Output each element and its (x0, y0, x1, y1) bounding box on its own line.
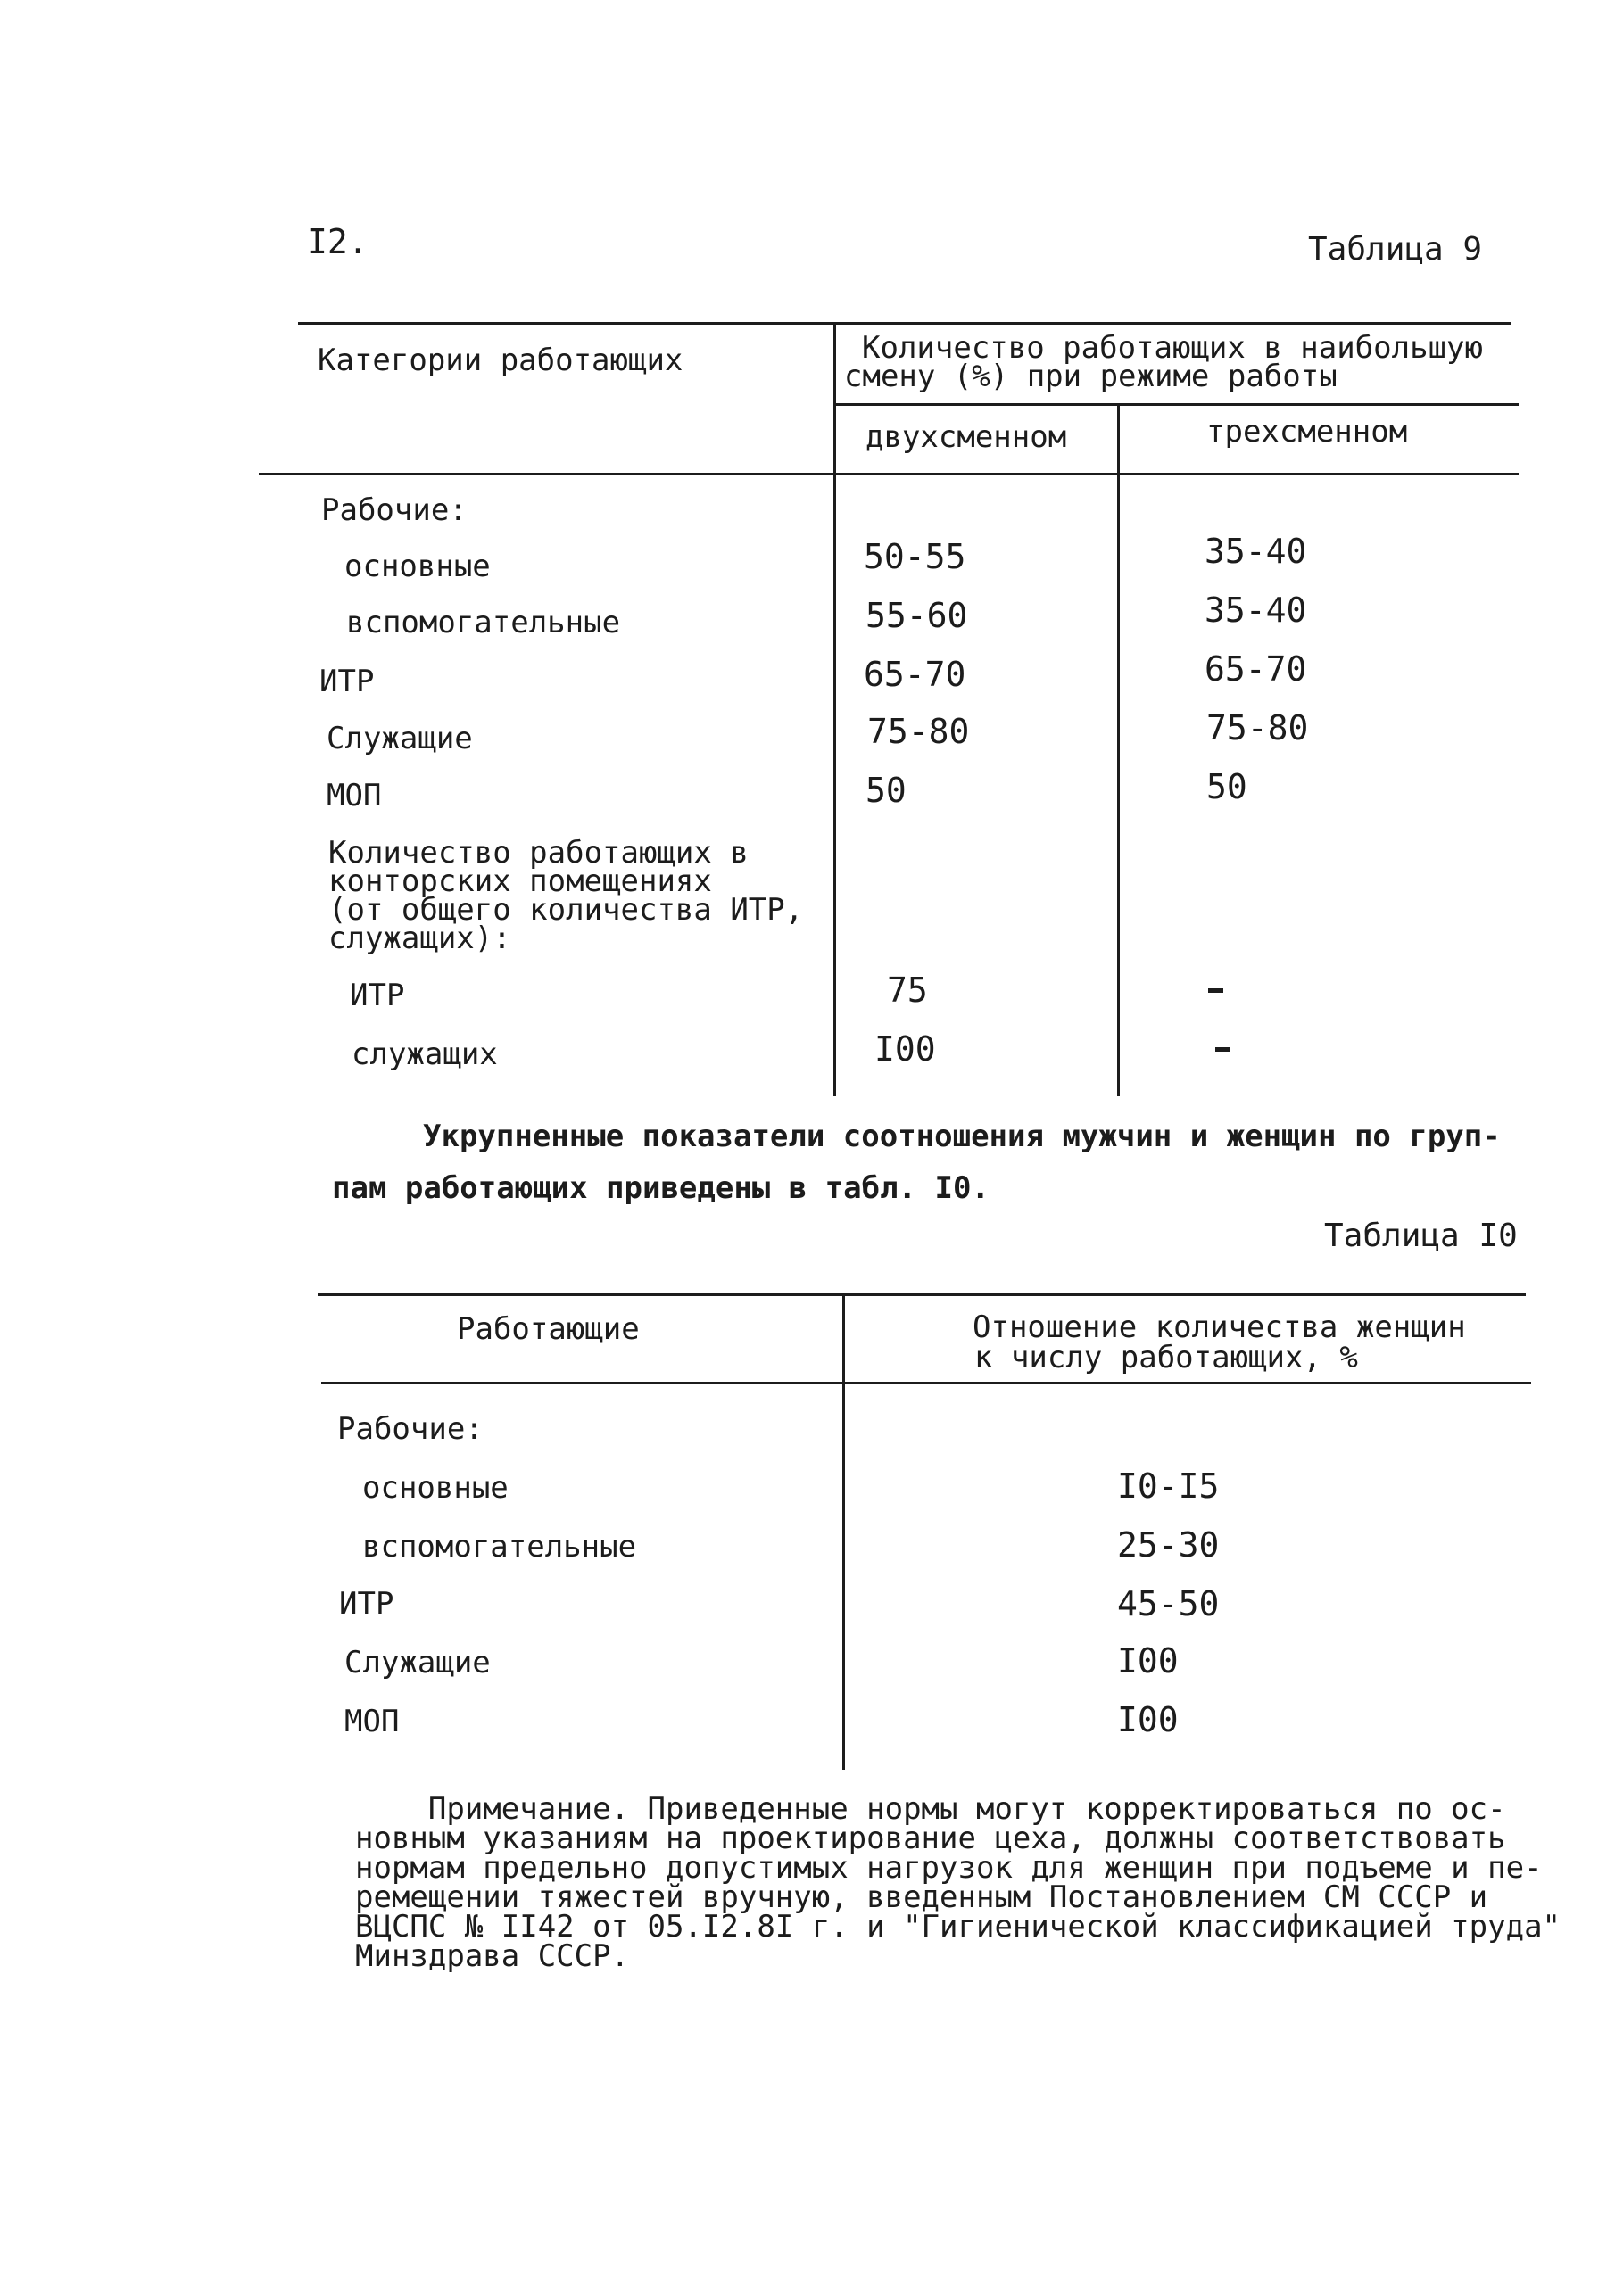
table10-row-label: Служащие (344, 1645, 491, 1681)
table9-cell-three-shift: 35-40 (1205, 591, 1307, 630)
table9-cell-two-shift: 75 (887, 970, 928, 1010)
table9-cell-three-shift: 35-40 (1205, 532, 1307, 571)
table9-cell-two-shift: 65-70 (864, 655, 966, 694)
table10-cell-value: I00 (1117, 1700, 1179, 1739)
note-line5: ВЦСПС № II42 от 05.I2.8I г. и "Гигиенической классификацией труда" (355, 1909, 1561, 1945)
table10-cell-value: I00 (1117, 1641, 1179, 1681)
table9-cell-two-shift: 50-55 (864, 537, 966, 576)
table9-cell-three-shift: 50 (1206, 767, 1247, 806)
table9-row-label: Служащие (327, 721, 473, 756)
table9-row-label: вспомогательные (346, 605, 621, 640)
table9-office-group-line4: служащих): (328, 921, 511, 956)
table9-top-rule (298, 322, 1511, 325)
table10-group-workers: Рабочие: (337, 1411, 484, 1447)
page-number: I2. (307, 222, 369, 261)
table10-row-label: ИТР (339, 1586, 394, 1622)
table9-cell-two-shift: 55-60 (865, 596, 968, 635)
table9-subheader-rule (833, 403, 1519, 406)
table10-row-label: вспомогательные (362, 1529, 637, 1565)
table9-office-group-line1: Количество работающих в (328, 835, 749, 871)
table9-dash-mark (1208, 988, 1223, 993)
table9-header-rule (259, 473, 1519, 475)
table9-header-quantity-line2: смену (%) при режиме работы (844, 359, 1338, 394)
table9-cell-two-shift: 50 (865, 771, 907, 810)
table10-cell-value: 25-30 (1117, 1525, 1220, 1565)
note-line1: Примечание. Приведенные нормы могут корректироваться по ос- (355, 1791, 1506, 1827)
table9-row-label: ИТР (350, 978, 405, 1013)
table10-header-ratio-line2: к числу работающих, % (974, 1340, 1358, 1375)
table9-dash-mark (1215, 1047, 1230, 1052)
table9-group-workers: Рабочие: (321, 492, 468, 528)
table9-row-label: основные (344, 549, 491, 584)
note-line4: ремещении тяжестей вручную, введенным Постановлением СМ СССР и (355, 1879, 1488, 1915)
table10-header-rule (321, 1382, 1531, 1384)
table9-header-category: Категории работающих (318, 343, 683, 378)
table9-header-three-shift: трехсменном (1206, 414, 1408, 450)
paragraph-line1: Укрупненные показатели соотношения мужчин и женщин по груп- (423, 1119, 1501, 1154)
note-line3: нормам предельно допустимых нагрузок для женщин при подъеме и пе- (355, 1850, 1543, 1886)
table9-header-two-shift: двухсменном (865, 419, 1067, 455)
table9-col-divider-1 (833, 322, 836, 1096)
table9-col-divider-2 (1117, 403, 1120, 1096)
table9-row-label: служащих (352, 1037, 498, 1072)
table9-cell-two-shift: I00 (874, 1029, 936, 1069)
note-line2: новным указаниям на проектирование цеха, должны соответствовать (355, 1821, 1506, 1856)
table9-cell-three-shift: 75-80 (1206, 708, 1309, 747)
table10-header-workers: Работающие (457, 1311, 640, 1347)
table9-header-quantity-line1: Количество работающих в наибольшую (862, 330, 1483, 366)
table10-row-label: МОП (344, 1704, 400, 1739)
table9-office-group-line3: (от общего количества ИТР, (328, 892, 804, 928)
table9-caption: Таблица 9 (1308, 231, 1483, 268)
table10-col-divider (842, 1293, 845, 1770)
paragraph-line2: пам работающих приведены в табл. I0. (332, 1170, 990, 1206)
table10-top-rule (318, 1293, 1526, 1296)
table9-row-label: МОП (327, 778, 382, 814)
table10-header-ratio-line1: Отношение количества женщин (973, 1309, 1466, 1345)
table10-caption: Таблица I0 (1324, 1218, 1518, 1254)
note-line6: Минздрава СССР. (355, 1938, 630, 1974)
table10-cell-value: I0-I5 (1117, 1466, 1220, 1506)
table9-cell-three-shift: 65-70 (1205, 649, 1307, 689)
table10-row-label: основные (362, 1470, 509, 1506)
table10-cell-value: 45-50 (1117, 1584, 1220, 1623)
table9-row-label: ИТР (319, 664, 375, 699)
table9-office-group-line2: конторских помещениях (328, 863, 712, 899)
table9-cell-two-shift: 75-80 (867, 712, 970, 751)
